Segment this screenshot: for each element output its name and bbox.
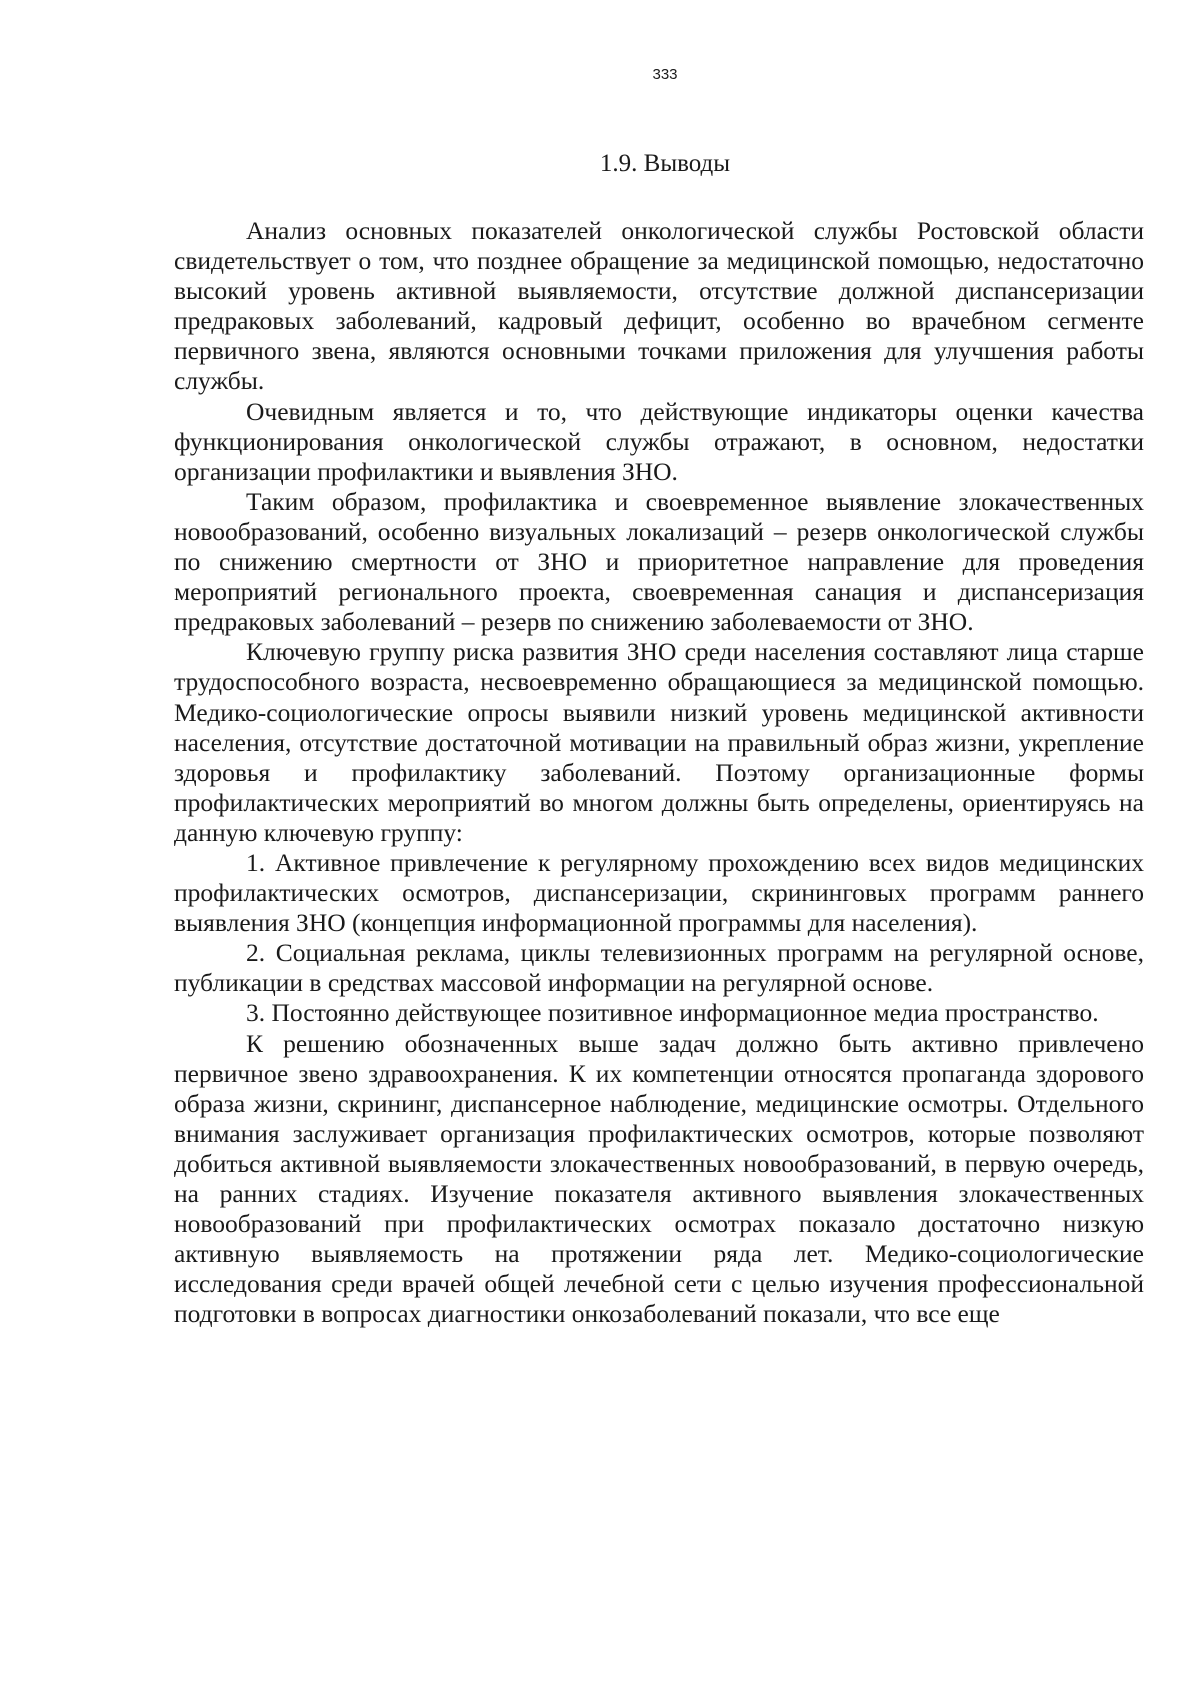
section-title: 1.9. Выводы — [599, 150, 731, 177]
page-number: 333 — [652, 66, 678, 83]
list-item-2: 2. Социальная реклама, циклы телевизионных программ на регулярной основе, публикации в средствах массовой информации на регулярной основе. — [174, 938, 1144, 998]
body-text — [174, 216, 1144, 1329]
paragraph-primary-care: К решению обозначенных выше задач должно быть активно привлечено первичное звено здравоохранения. К их компетенции относятся пропаганда здорового образа жизни, скрининг, диспансерное наблюдение, медицинские осмотры. Отдельного внимания заслуживает организация профилактических осмотров, которые позволяют добиться активной выявляемости злокачественных новообразований, в первую очередь, на ранних стадиях. Изучение показателя активного выявления злокачественных новообразований при профилактических осмотрах показало достаточно низкую активную выявляемость на протяжении ряда лет. Медико-социологические исследования среди врачей общей лечебной сети с целью изучения профессиональной подготовки в вопросах диагностики онкозаболеваний показали, что все еще — [174, 1028, 1144, 1329]
paragraph-prevention: Таким образом, профилактика и своевременное выявление злокачественных новообразований, особенно визуальных локализаций – резерв онкологической службы по снижению смертности от ЗНО и приоритетное направление для проведения мероприятий регионального проекта, своевременная санация и диспансеризация предраковых заболеваний – резерв по снижению заболеваемости от ЗНО. — [174, 486, 1144, 637]
list-item-1: 1. Активное привлечение к регулярному прохождению всех видов медицинских профилактических осмотров, диспансеризации, скрининговых программ раннего выявления ЗНО (концепция информационной программы для населения). — [174, 847, 1144, 938]
list-item-3: 3. Постоянно действующее позитивное информационное медиа пространство. — [246, 998, 1099, 1028]
paragraph-risk-group: Ключевую группу риска развития ЗНО среди населения составляют лица старше трудоспособного возраста, несвоевременно обращающиеся за медицинской помощью. Медико-социологические опросы выявили низкий уровень медицинской активности населения, отсутствие достаточной мотивации на правильный образ жизни, укрепление здоровья и профилактику заболеваний. Поэтому организационные формы профилактических мероприятий во многом должны быть определены, ориентируясь на данную ключевую группу: — [174, 637, 1144, 847]
paragraph-indicators: Очевидным является и то, что действующие индикаторы оценки качества функционирования онкологической службы отражают, в основном, недостатки организации профилактики и выявления ЗНО. — [174, 396, 1144, 486]
paragraph-analysis: Анализ основных показателей онкологической службы Ростовской области свидетельствует о том, что позднее обращение за медицинской помощью, недостаточно высокий уровень активной выявляемости, отсутствие должной диспансеризации предраковых заболеваний, кадровый дефицит, особенно во врачебном сегменте первичного звена, являются основными точками приложения для улучшения работы службы. — [174, 216, 1144, 396]
